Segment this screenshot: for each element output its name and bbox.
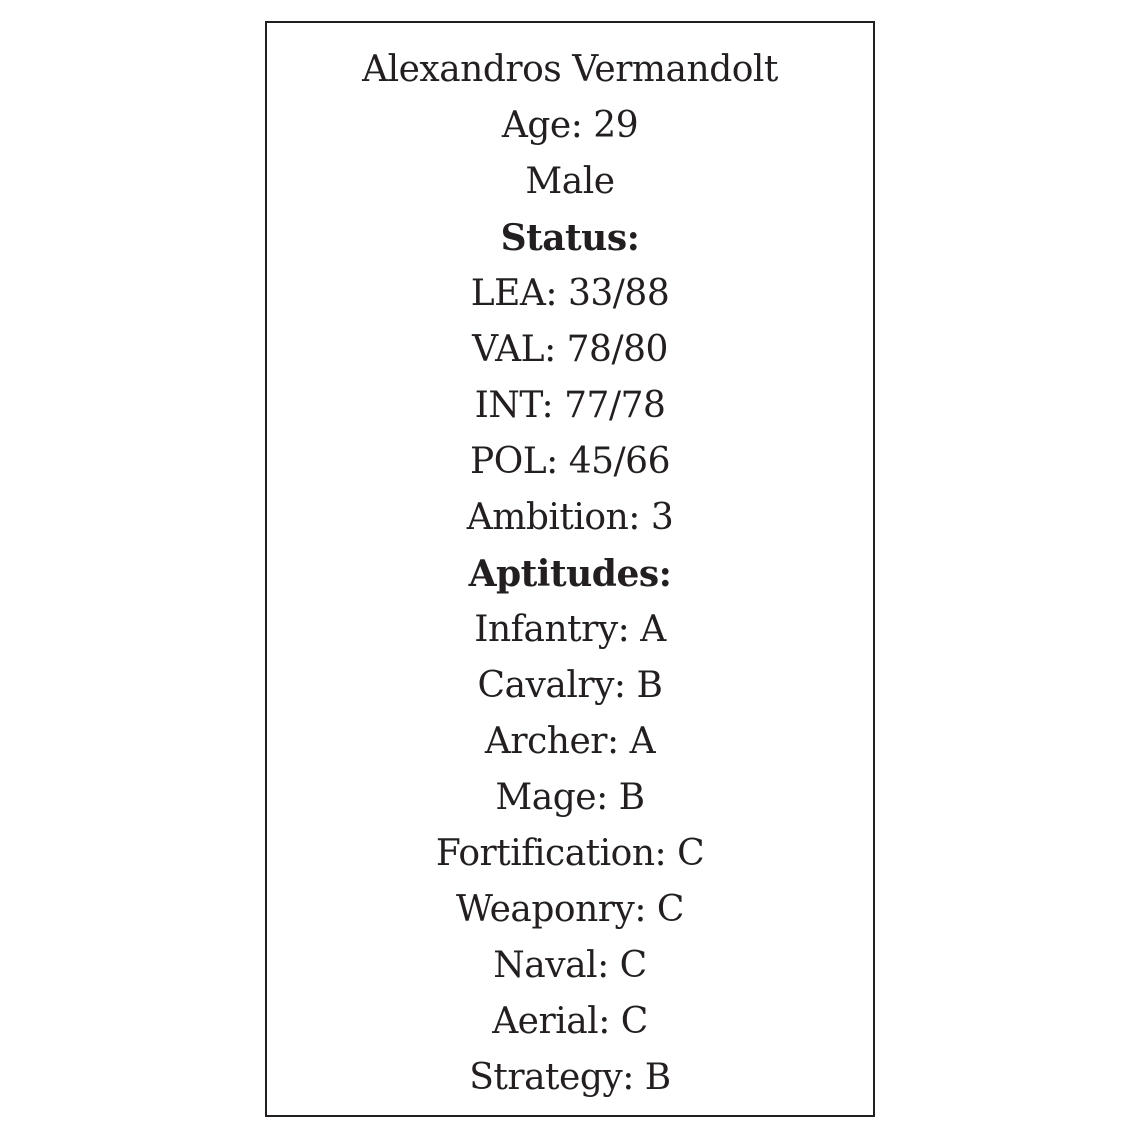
aptitude-strategy: Strategy: B: [469, 1057, 671, 1098]
stat-lea: LEA: 33/88: [470, 273, 670, 314]
aptitude-fortification: Fortification: C: [435, 833, 705, 874]
aptitude-infantry: Infantry: A: [474, 609, 666, 650]
aptitude-mage: Mage: B: [495, 777, 645, 818]
aptitude-naval: Naval: C: [493, 945, 647, 986]
stat-int: INT: 77/78: [474, 385, 666, 426]
stat-pol: POL: 45/66: [470, 441, 670, 482]
stat-val: VAL: 78/80: [472, 329, 668, 370]
status-heading: Status:: [500, 217, 640, 259]
character-card: [265, 21, 875, 1117]
aptitude-archer: Archer: A: [484, 721, 656, 762]
character-sheet: [267, 42, 873, 1106]
character-name: Alexandros Vermandolt: [362, 49, 778, 90]
stat-ambition: Ambition: 3: [466, 497, 674, 538]
aptitude-weaponry: Weaponry: C: [456, 889, 684, 930]
aptitudes-heading: Aptitudes:: [468, 553, 672, 595]
aptitude-aerial: Aerial: C: [492, 1001, 648, 1042]
character-gender: Male: [525, 161, 615, 202]
aptitude-cavalry: Cavalry: B: [477, 665, 663, 706]
character-age: Age: 29: [501, 105, 639, 146]
